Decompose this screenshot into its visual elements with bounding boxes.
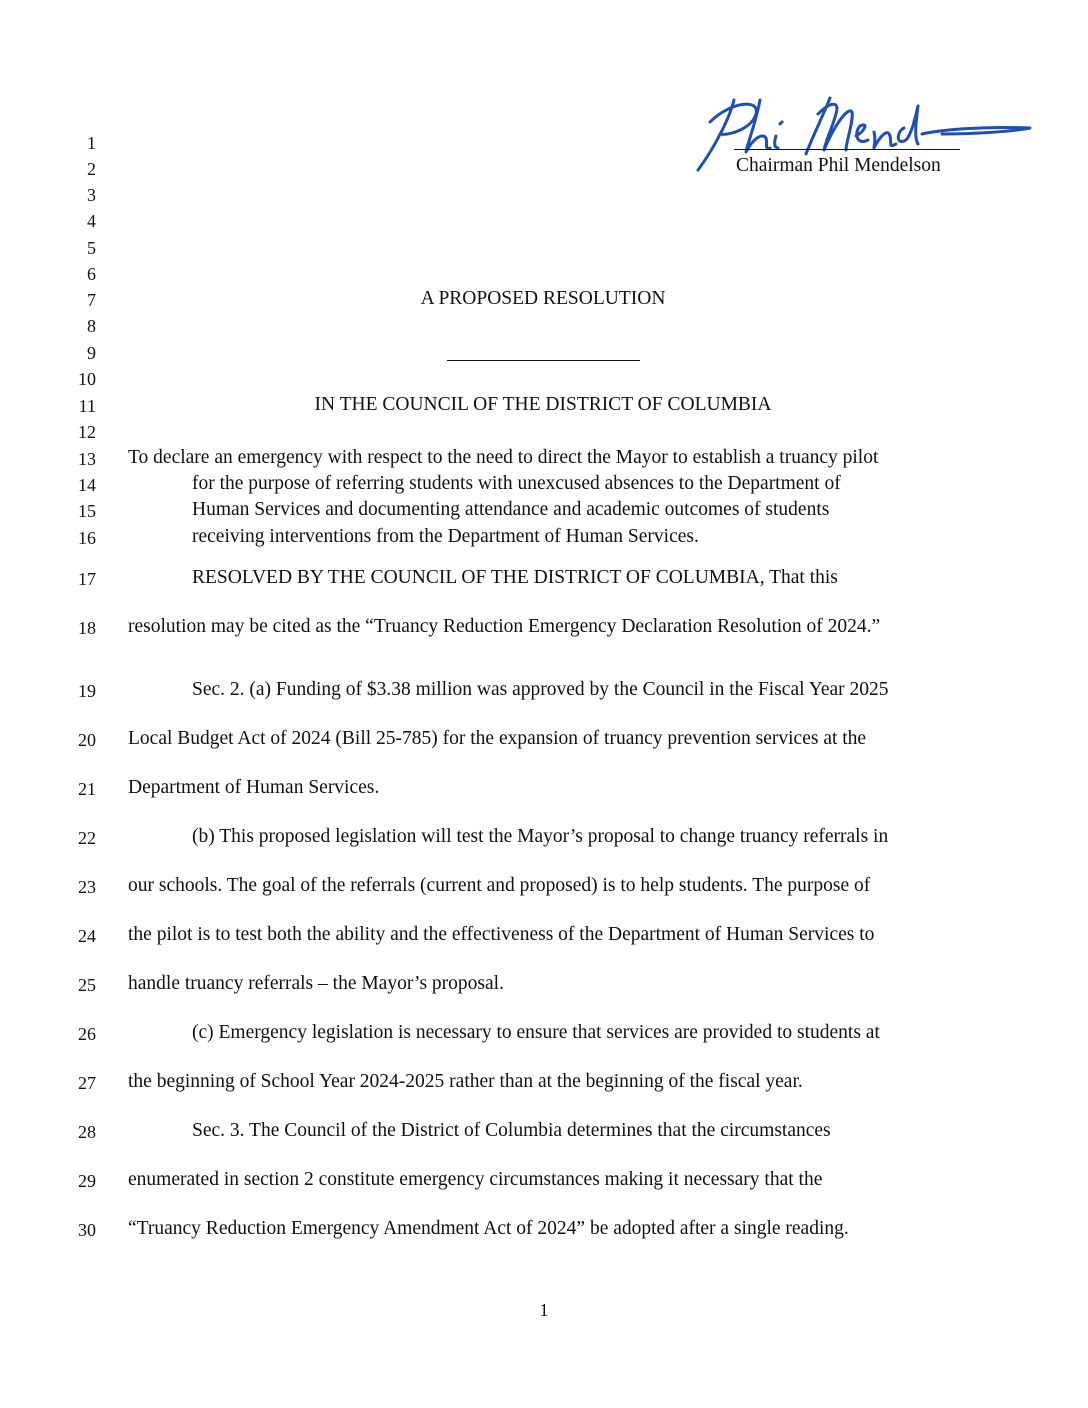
body-line: our schools. The goal of the referrals (current and proposed) is to help students. The purpose of bbox=[128, 875, 871, 896]
line-number: 22 bbox=[78, 828, 96, 848]
line-number: 1 bbox=[87, 133, 96, 153]
body-line: (b) This proposed legislation will test the Mayor’s proposal to change truancy referrals in bbox=[192, 826, 889, 847]
body-line: Local Budget Act of 2024 (Bill 25-785) for the expansion of truancy prevention services at the bbox=[128, 728, 867, 749]
line-number: 6 bbox=[87, 264, 96, 284]
line-number: 12 bbox=[78, 422, 96, 442]
line-number: 15 bbox=[78, 501, 96, 521]
line-number: 7 bbox=[87, 290, 96, 310]
line-number: 19 bbox=[78, 681, 96, 701]
line-number: 4 bbox=[87, 211, 96, 231]
line-number: 5 bbox=[87, 238, 96, 258]
body-line: resolution may be cited as the “Truancy Reduction Emergency Declaration Resolution of 2024.” bbox=[128, 616, 881, 637]
body-line: handle truancy referrals – the Mayor’s proposal. bbox=[128, 973, 504, 994]
purpose-line: for the purpose of referring students with unexcused absences to the Department of bbox=[192, 473, 841, 494]
body-line: RESOLVED BY THE COUNCIL OF THE DISTRICT OF COLUMBIA, That this bbox=[192, 567, 838, 588]
body-line: Sec. 3. The Council of the District of Columbia determines that the circumstances bbox=[192, 1120, 831, 1141]
document-title: A PROPOSED RESOLUTION bbox=[420, 288, 666, 309]
body-line: (c) Emergency legislation is necessary to ensure that services are provided to students at bbox=[192, 1022, 880, 1043]
line-number: 17 bbox=[78, 569, 96, 589]
line-number: 21 bbox=[78, 779, 96, 799]
body-line: Department of Human Services. bbox=[128, 777, 380, 798]
line-number: 10 bbox=[78, 369, 96, 389]
line-number: 27 bbox=[78, 1073, 96, 1093]
line-number: 24 bbox=[78, 926, 96, 946]
line-number: 9 bbox=[87, 343, 96, 363]
purpose-line: To declare an emergency with respect to the need to direct the Mayor to establish a truancy pilot bbox=[128, 447, 879, 468]
purpose-line: receiving interventions from the Department of Human Services. bbox=[192, 526, 699, 547]
line-number: 14 bbox=[78, 475, 96, 495]
line-number: 11 bbox=[78, 396, 96, 416]
page-number: 1 bbox=[539, 1300, 549, 1320]
line-number: 13 bbox=[78, 449, 96, 469]
body-line: “Truancy Reduction Emergency Amendment Act of 2024” be adopted after a single reading. bbox=[128, 1218, 849, 1239]
line-number: 18 bbox=[78, 618, 96, 638]
line-number: 30 bbox=[78, 1220, 96, 1240]
body-line: the beginning of School Year 2024-2025 rather than at the beginning of the fiscal year. bbox=[128, 1071, 803, 1092]
signatory-name: Chairman Phil Mendelson bbox=[736, 155, 941, 176]
body-line: enumerated in section 2 constitute emergency circumstances making it necessary that the bbox=[128, 1169, 823, 1190]
line-number: 3 bbox=[87, 185, 96, 205]
line-number: 20 bbox=[78, 730, 96, 750]
council-heading: IN THE COUNCIL OF THE DISTRICT OF COLUMBIA bbox=[314, 394, 772, 415]
body-line: Sec. 2. (a) Funding of $3.38 million was approved by the Council in the Fiscal Year 2025 bbox=[192, 679, 889, 700]
bill-number-blank bbox=[447, 360, 640, 361]
line-number: 25 bbox=[78, 975, 96, 995]
line-number: 8 bbox=[87, 316, 96, 336]
line-number: 28 bbox=[78, 1122, 96, 1142]
purpose-line: Human Services and documenting attendance and academic outcomes of students bbox=[192, 499, 830, 520]
line-number: 2 bbox=[87, 159, 96, 179]
signature-line bbox=[734, 149, 960, 150]
line-number: 16 bbox=[78, 528, 96, 548]
line-number: 23 bbox=[78, 877, 96, 897]
line-number: 26 bbox=[78, 1024, 96, 1044]
line-number: 29 bbox=[78, 1171, 96, 1191]
body-line: the pilot is to test both the ability and the effectiveness of the Department of Human Services to bbox=[128, 924, 875, 945]
